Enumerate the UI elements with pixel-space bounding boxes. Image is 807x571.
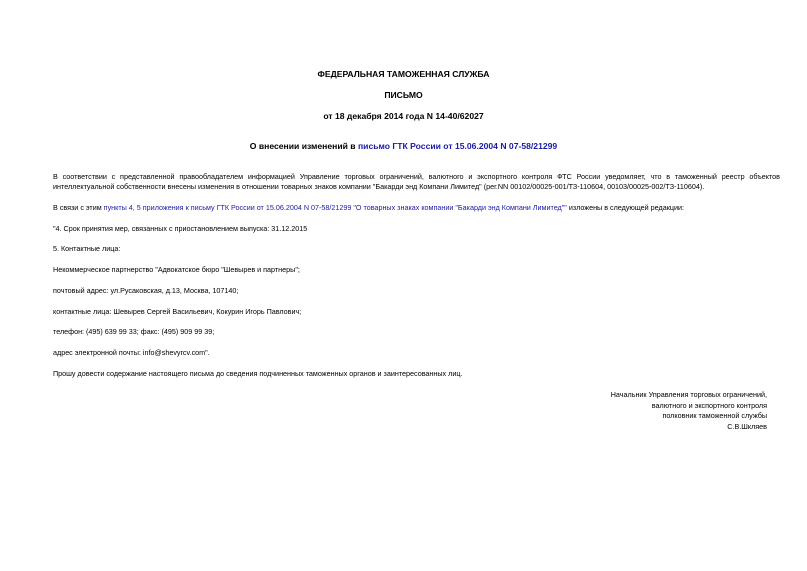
paragraph-email: адрес электронной почты: info@shevyrcv.com".	[53, 348, 210, 357]
paragraph-amendment	[40, 203, 780, 213]
paragraph-phone-fax: телефон: (495) 639 99 33; факс: (495) 909 99 39;	[53, 327, 215, 336]
signature-rank: полковник таможенной службы	[662, 411, 767, 420]
signature-name: С.В.Шкляев	[727, 421, 767, 431]
paragraph-organization: Некоммерческое партнерство "Адвокатское бюро "Шевырев и партнеры";	[53, 265, 300, 274]
subject-prefix: О внесении изменений в	[249, 141, 358, 151]
signature-block	[467, 390, 767, 432]
paragraph-contact-persons: контактные лица: Шевырев Сергей Васильевич, Кокурин Игорь Павлович;	[53, 307, 302, 316]
amendment-suffix: изложены в следующей редакции:	[566, 203, 684, 212]
subject-link[interactable]: письмо ГТК России от 15.06.2004 N 07-58/21299	[357, 141, 558, 151]
paragraph-request: Прошу довести содержание настоящего письма до сведения подчиненных таможенных органов и заинтересованных лиц.	[53, 369, 463, 378]
document-date-number: от 18 декабря 2014 года N 14-40/62027	[323, 111, 484, 121]
document-type: ПИСЬМО	[384, 90, 423, 100]
signature-department: валютного и экспортного контроля	[651, 400, 767, 410]
paragraph-postal-address: почтовый адрес: ул.Русаковская, д.13, Москва, 107140;	[53, 286, 239, 295]
document-subject	[0, 141, 807, 152]
amendment-prefix: В связи с этим	[53, 203, 104, 212]
paragraph-contacts-heading: 5. Контактные лица:	[53, 244, 121, 253]
amendment-link[interactable]: пункты 4, 5 приложения к письму ГТК России от 15.06.2004 N 07-58/21299 "О товарных знаках компании "Бакарди энд Компани Лимитед""	[103, 203, 567, 212]
paragraph-term: "4. Срок принятия мер, связанных с приостановлением выпуска: 31.12.2015	[53, 224, 308, 233]
agency-title: ФЕДЕРАЛЬНАЯ ТАМОЖЕННАЯ СЛУЖБА	[317, 69, 490, 79]
paragraph-notification: В соответствии с представленной правообладателем информацией Управление торговых ограничений, валютного и экспортного контроля ФТС России уведомляет, что в таможенный реестр объектов интеллектуальной собственности внесены изменения в отношении товарных знаков компании "Бакарди энд Компани Лимитед" (рег.NN 00102/00025-001/ТЗ-110604, 00103/00025-002/ТЗ-110604).	[53, 172, 780, 191]
signature-position: Начальник Управления торговых ограничений,	[610, 390, 767, 399]
